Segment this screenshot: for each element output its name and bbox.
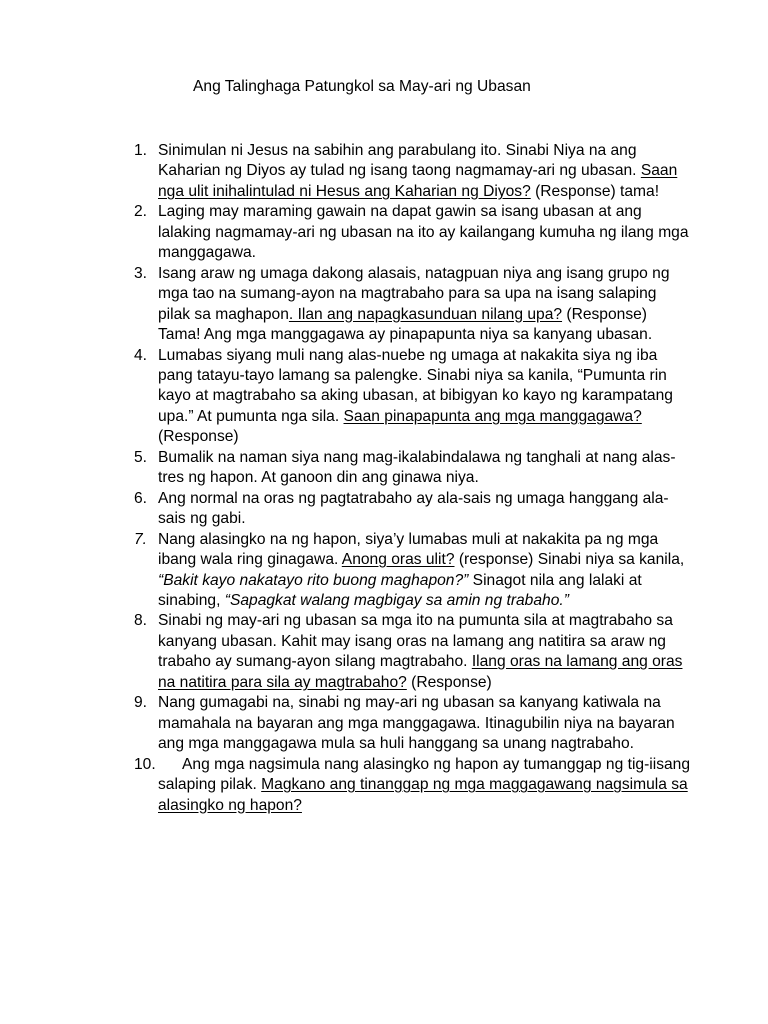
item-text: Ang normal na oras ng pagtatrabaho ay ala-sais ng umaga hanggang ala-sais ng gabi. <box>158 489 669 528</box>
list-item-9 <box>132 693 692 754</box>
item-text: Ang mga nagsimula nang alasingko ng hapon ay tumanggap ng tig-iisang salaping pilak. <box>158 755 691 794</box>
item-text: Sinabi ng may-ari ng ubasan sa mga ito na pumunta sila at magtrabaho sa kanyang ubasan. Kahit may isang oras na lamang ang natitira sa araw ng trabaho ay sumang-ayon silang magtrabaho. <box>158 612 673 671</box>
item-number: 7. <box>134 530 148 548</box>
list-item-4 <box>132 346 692 448</box>
item-number: 5. <box>134 448 148 466</box>
item-question: Saan nga ulit inihalintulad ni Hesus ang Kaharian ng Diyos? <box>158 162 678 200</box>
list-item-1 <box>132 141 692 202</box>
item-text: Nang gumagabi na, sinabi ng may-ari ng ubasan sa kanyang katiwala na mamahala na bayaran ang mga manggagawa. Itinagubilin niya na bayaran ang mga manggagawa mula sa huli hanggang sa unang nagtrabaho. <box>158 694 675 753</box>
item-response: (response) Sinabi niya sa kanila, <box>454 551 685 569</box>
item-number: 9. <box>134 694 148 712</box>
item-number: 3. <box>134 264 148 282</box>
list-item-10 <box>132 755 692 816</box>
item-quote-reply: “Sapagkat walang magbigay sa amin ng trabaho.” <box>224 591 569 609</box>
item-quote: “Bakit kayo nakatayo rito buong maghapon?” <box>158 571 469 589</box>
item-number: 10. <box>134 755 156 773</box>
item-question: Saan pinapapunta ang mga manggagawa? <box>343 407 642 425</box>
item-text: Sinimulan ni Jesus na sabihin ang parabulang ito. Sinabi Niya na ang Kaharian ng Diyos ay tulad ng isang taong nagmamay-ari ng ubasan. <box>158 142 641 180</box>
item-number: 4. <box>134 346 148 364</box>
item-text: Lumabas siyang muli nang alas-nuebe ng umaga at nakakita siya ng iba pang tatayu-tayo lamang sa palengke. Sinabi niya sa kanila, “Pumunta rin kayo at magtrabaho sa aking ubasan, at bibigyan ko kayo ng karampatang upa.” At pumunta nga sila. <box>158 346 673 425</box>
item-number: 2. <box>134 203 148 221</box>
parable-item-list <box>132 141 692 816</box>
item-text: Bumalik na naman siya nang mag-ikalabindalawa ng tanghali at nang alas-tres ng hapon. At ganoon din ang ginawa niya. <box>158 448 676 487</box>
item-text-continued: Sinagot nila ang lalaki at sinabing, <box>158 571 642 609</box>
document-title: Ang Talinghaga Patungkol sa May-ari ng Ubasan <box>193 78 531 95</box>
list-item-2 <box>132 202 692 263</box>
item-question: . Ilan ang napagkasunduan nilang upa? <box>288 305 563 323</box>
item-question: Anong oras ulit? <box>341 551 455 569</box>
list-item-3 <box>132 264 692 346</box>
item-response: (Response) <box>158 428 239 446</box>
item-number: 8. <box>134 612 148 630</box>
item-response: (Response) tama! <box>530 182 660 200</box>
item-response: (Response) Tama! Ang mga manggagawa ay pinapapunta niya sa kanyang ubasan. <box>158 305 653 344</box>
item-question: Magkano ang tinanggap ng mga maggagawang nagsimula sa alasingko ng hapon? <box>158 776 688 814</box>
item-question: Ilang oras na lamang ang oras na natitira para sila ay magtrabaho? <box>158 653 683 691</box>
list-item-6 <box>132 489 692 530</box>
item-text: Isang araw ng umaga dakong alasais, natagpuan niya ang isang grupo ng mga tao na sumang-ayon na magtrabaho para sa upa na isang salaping pilak sa maghapon <box>158 264 670 323</box>
item-text: Nang alasingko na ng hapon, siya’y lumabas muli at nakakita pa ng mga ibang wala ring ginagawa. <box>158 530 659 569</box>
item-text: Laging may maraming gawain na dapat gawin sa isang ubasan at ang lalaking nagmamay-ari ng ubasan na ito ay kailangang kumuha ng ilang mga manggagawa. <box>158 203 689 262</box>
item-response: (Response) <box>406 673 492 691</box>
list-item-8 <box>132 611 692 693</box>
item-number: 1. <box>134 142 148 159</box>
list-item-7 <box>132 530 692 612</box>
item-number: 6. <box>134 489 148 507</box>
list-item-5 <box>132 448 692 489</box>
